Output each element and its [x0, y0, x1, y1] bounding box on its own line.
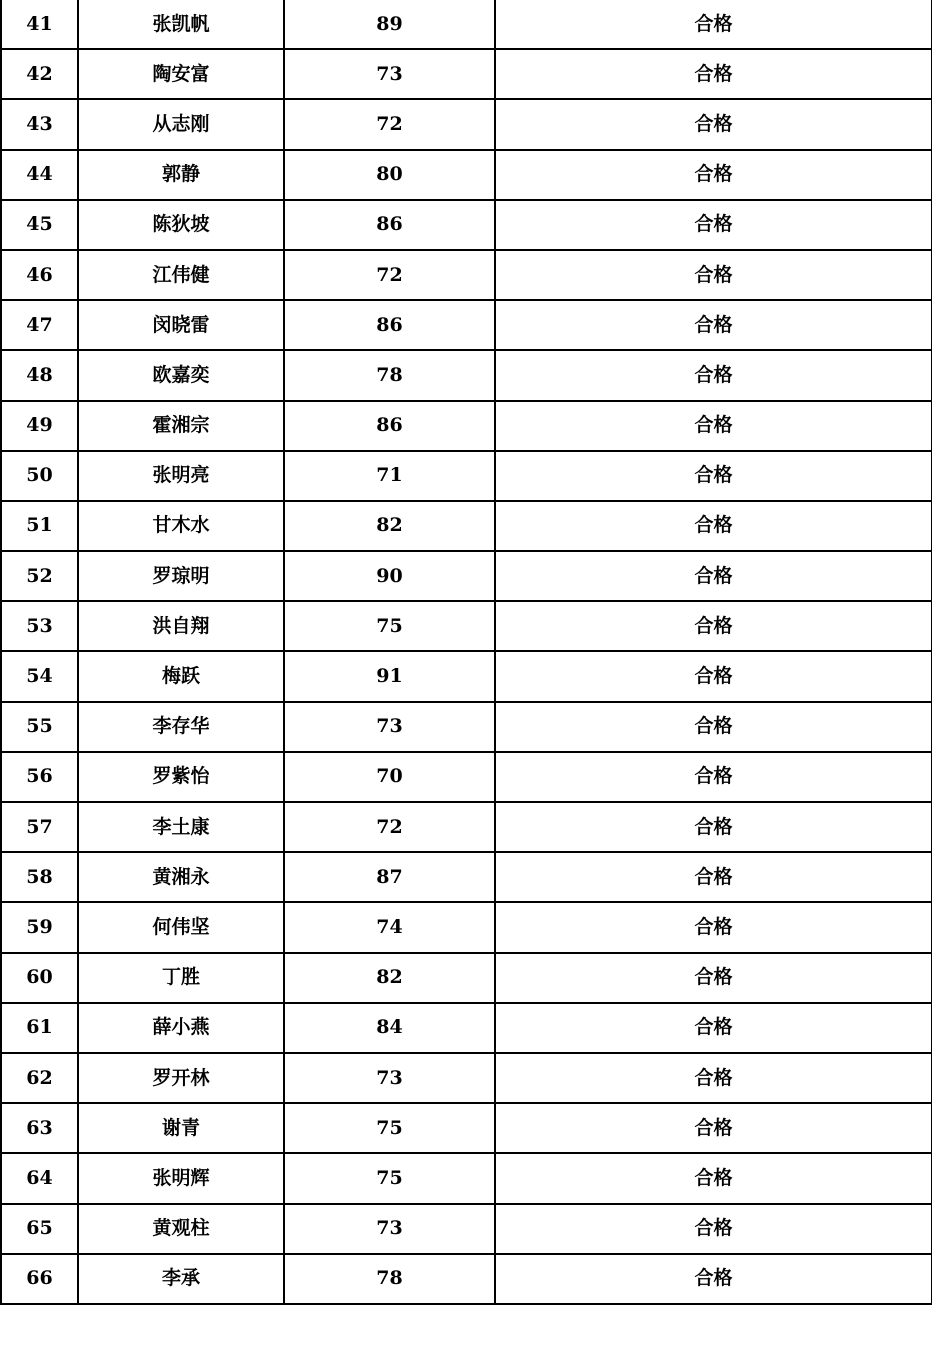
- cell-score: 87: [284, 852, 495, 902]
- table-row: [1, 1003, 932, 1053]
- table-row: [1, 1053, 932, 1103]
- table-row: [1, 401, 932, 451]
- cell-result: 合格: [495, 350, 932, 400]
- cell-score: 74: [284, 902, 495, 952]
- cell-result: 合格: [495, 902, 932, 952]
- cell-number: 49: [1, 401, 78, 451]
- cell-result: 合格: [495, 953, 932, 1003]
- cell-result: 合格: [495, 451, 932, 501]
- cell-score: 91: [284, 651, 495, 701]
- cell-score: 82: [284, 501, 495, 551]
- cell-score: 89: [284, 0, 495, 49]
- cell-score: 86: [284, 401, 495, 451]
- table-row: [1, 551, 932, 601]
- cell-name: 黄观柱: [78, 1204, 284, 1254]
- table-row: [1, 300, 932, 350]
- table-row: [1, 902, 932, 952]
- table-row: [1, 953, 932, 1003]
- cell-name: 梅跃: [78, 651, 284, 701]
- cell-score: 80: [284, 150, 495, 200]
- cell-name: 陶安富: [78, 49, 284, 99]
- cell-number: 56: [1, 752, 78, 802]
- cell-score: 73: [284, 702, 495, 752]
- cell-result: 合格: [495, 802, 932, 852]
- results-table-body: [1, 0, 932, 1304]
- cell-score: 78: [284, 350, 495, 400]
- cell-score: 72: [284, 99, 495, 149]
- table-row: [1, 1204, 932, 1254]
- cell-number: 60: [1, 953, 78, 1003]
- table-row: [1, 752, 932, 802]
- table-row: [1, 99, 932, 149]
- cell-result: 合格: [495, 250, 932, 300]
- table-row: [1, 0, 932, 49]
- cell-result: 合格: [495, 49, 932, 99]
- cell-name: 罗紫怡: [78, 752, 284, 802]
- cell-result: 合格: [495, 651, 932, 701]
- cell-number: 43: [1, 99, 78, 149]
- cell-name: 黄湘永: [78, 852, 284, 902]
- cell-number: 41: [1, 0, 78, 49]
- cell-result: 合格: [495, 1153, 932, 1203]
- cell-number: 50: [1, 451, 78, 501]
- cell-number: 65: [1, 1204, 78, 1254]
- cell-score: 84: [284, 1003, 495, 1053]
- table-row: [1, 601, 932, 651]
- table-row: [1, 651, 932, 701]
- cell-score: 72: [284, 802, 495, 852]
- cell-number: 42: [1, 49, 78, 99]
- cell-name: 罗琼明: [78, 551, 284, 601]
- table-row: [1, 1254, 932, 1304]
- cell-name: 霍湘宗: [78, 401, 284, 451]
- cell-number: 59: [1, 902, 78, 952]
- cell-result: 合格: [495, 99, 932, 149]
- cell-number: 66: [1, 1254, 78, 1304]
- cell-name: 洪自翔: [78, 601, 284, 651]
- cell-result: 合格: [495, 852, 932, 902]
- table-row: [1, 501, 932, 551]
- table-row: [1, 852, 932, 902]
- cell-number: 51: [1, 501, 78, 551]
- table-row: [1, 451, 932, 501]
- cell-result: 合格: [495, 752, 932, 802]
- cell-score: 71: [284, 451, 495, 501]
- cell-score: 75: [284, 1153, 495, 1203]
- cell-number: 52: [1, 551, 78, 601]
- cell-score: 75: [284, 1103, 495, 1153]
- table-row: [1, 49, 932, 99]
- cell-score: 73: [284, 1204, 495, 1254]
- cell-number: 57: [1, 802, 78, 852]
- cell-score: 72: [284, 250, 495, 300]
- cell-name: 罗开林: [78, 1053, 284, 1103]
- cell-result: 合格: [495, 1053, 932, 1103]
- cell-name: 李土康: [78, 802, 284, 852]
- cell-name: 甘木水: [78, 501, 284, 551]
- cell-name: 张明亮: [78, 451, 284, 501]
- cell-score: 82: [284, 953, 495, 1003]
- table-row: [1, 702, 932, 752]
- table-row: [1, 250, 932, 300]
- table-row: [1, 200, 932, 250]
- cell-name: 陈狄坡: [78, 200, 284, 250]
- cell-result: 合格: [495, 1003, 932, 1053]
- cell-score: 86: [284, 200, 495, 250]
- table-row: [1, 1153, 932, 1203]
- cell-result: 合格: [495, 401, 932, 451]
- cell-score: 78: [284, 1254, 495, 1304]
- cell-result: 合格: [495, 0, 932, 49]
- cell-name: 谢青: [78, 1103, 284, 1153]
- cell-score: 90: [284, 551, 495, 601]
- cell-result: 合格: [495, 1103, 932, 1153]
- table-row: [1, 150, 932, 200]
- cell-name: 张明辉: [78, 1153, 284, 1203]
- cell-result: 合格: [495, 150, 932, 200]
- cell-result: 合格: [495, 702, 932, 752]
- cell-name: 郭静: [78, 150, 284, 200]
- cell-result: 合格: [495, 1254, 932, 1304]
- cell-result: 合格: [495, 551, 932, 601]
- cell-name: 李承: [78, 1254, 284, 1304]
- cell-name: 闵晓雷: [78, 300, 284, 350]
- cell-number: 62: [1, 1053, 78, 1103]
- table-row: [1, 350, 932, 400]
- cell-name: 欧嘉奕: [78, 350, 284, 400]
- cell-number: 54: [1, 651, 78, 701]
- cell-result: 合格: [495, 200, 932, 250]
- cell-name: 丁胜: [78, 953, 284, 1003]
- cell-name: 何伟坚: [78, 902, 284, 952]
- cell-result: 合格: [495, 601, 932, 651]
- cell-name: 薛小燕: [78, 1003, 284, 1053]
- table-row: [1, 1103, 932, 1153]
- cell-number: 45: [1, 200, 78, 250]
- cell-number: 63: [1, 1103, 78, 1153]
- cell-number: 53: [1, 601, 78, 651]
- cell-name: 张凯帆: [78, 0, 284, 49]
- cell-result: 合格: [495, 300, 932, 350]
- cell-score: 73: [284, 49, 495, 99]
- cell-number: 58: [1, 852, 78, 902]
- cell-score: 86: [284, 300, 495, 350]
- cell-name: 江伟健: [78, 250, 284, 300]
- cell-score: 73: [284, 1053, 495, 1103]
- cell-number: 55: [1, 702, 78, 752]
- cell-number: 46: [1, 250, 78, 300]
- cell-name: 从志刚: [78, 99, 284, 149]
- cell-number: 47: [1, 300, 78, 350]
- cell-number: 44: [1, 150, 78, 200]
- cell-score: 75: [284, 601, 495, 651]
- cell-number: 64: [1, 1153, 78, 1203]
- cell-result: 合格: [495, 501, 932, 551]
- cell-score: 70: [284, 752, 495, 802]
- cell-number: 48: [1, 350, 78, 400]
- cell-result: 合格: [495, 1204, 932, 1254]
- cell-name: 李存华: [78, 702, 284, 752]
- table-row: [1, 802, 932, 852]
- cell-number: 61: [1, 1003, 78, 1053]
